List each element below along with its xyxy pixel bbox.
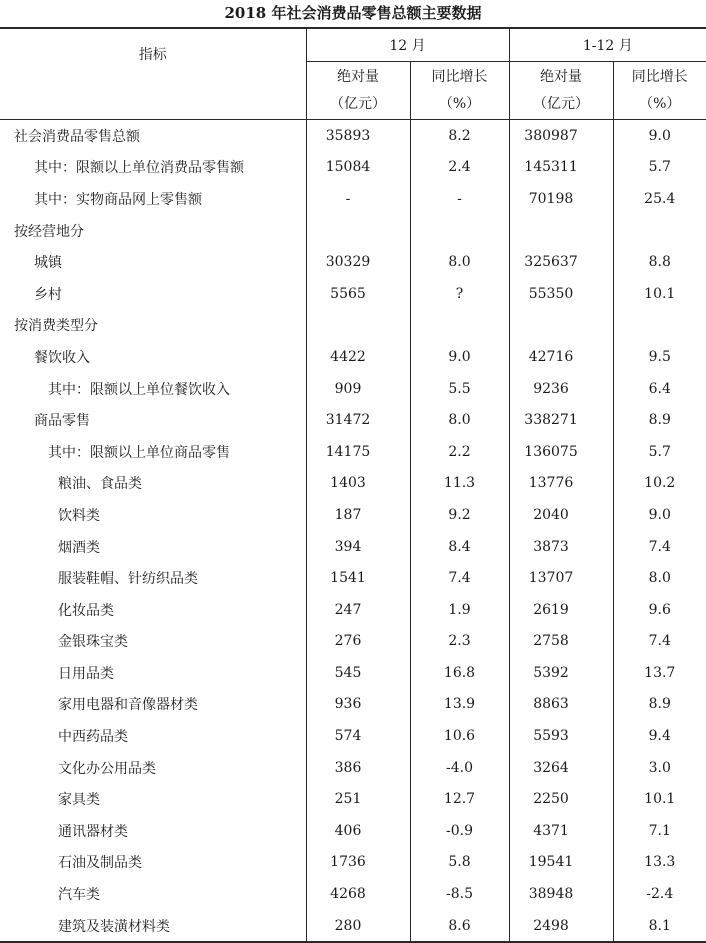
row-label: 餐饮收入: [34, 349, 90, 366]
table-row: [0, 215, 706, 247]
table-row: [0, 815, 706, 847]
dec-yoy-cell: 2.3: [410, 626, 509, 658]
dec-yoy-cell: 9.2: [410, 499, 509, 531]
dec-abs-cell: 276: [306, 626, 410, 658]
ytd-yoy-cell: 8.8: [613, 246, 706, 278]
table-title: 2018 年社会消费品零售总额主要数据: [224, 4, 482, 22]
ytd-abs-cell: 325637: [509, 246, 613, 278]
table-row: [0, 783, 706, 815]
ytd-abs-cell: 38948: [509, 878, 613, 910]
ytd-abs-cell: 136075: [509, 436, 613, 468]
ytd-abs-cell: [509, 215, 613, 247]
row-label: 粮油、食品类: [58, 476, 142, 493]
table-row: [0, 373, 706, 405]
ytd-abs-cell: 145311: [509, 152, 613, 184]
dec-abs-cell: 545: [306, 657, 410, 689]
row-label: 烟酒类: [58, 539, 100, 556]
ytd-yoy-cell: 13.7: [613, 657, 706, 689]
dec-yoy-cell: 8.0: [410, 246, 509, 278]
row-label: 石油及制品类: [58, 855, 142, 872]
dec-yoy-cell: [410, 310, 509, 342]
row-label: 社会消费品零售总额: [14, 128, 140, 145]
table-row: [0, 246, 706, 278]
row-label: 服装鞋帽、针纺织品类: [58, 571, 198, 588]
dec-yoy-cell: 1.9: [410, 594, 509, 626]
row-label: 文化办公用品类: [58, 760, 156, 777]
retail-sales-table: [0, 27, 706, 943]
dec-abs-header: [306, 62, 410, 120]
dec-abs-cell: 4268: [306, 878, 410, 910]
table-row: [0, 626, 706, 658]
ytd-yoy-cell: 9.6: [613, 594, 706, 626]
ytd-yoy-cell: 7.4: [613, 626, 706, 658]
dec-yoy-cell: 8.2: [410, 120, 509, 152]
dec-abs-cell: 909: [306, 373, 410, 405]
dec-abs-cell: 30329: [306, 246, 410, 278]
dec-abs-cell: 187: [306, 499, 410, 531]
table-row: [0, 341, 706, 373]
ytd-abs-header: [509, 62, 613, 120]
table-row: [0, 910, 706, 943]
dec-abs-cell: [306, 310, 410, 342]
table-row: [0, 120, 706, 152]
abs-unit-label: （亿元）: [533, 95, 590, 112]
dec-abs-cell: 280: [306, 910, 410, 943]
ytd-yoy-cell: [613, 215, 706, 247]
ytd-yoy-cell: 10.1: [613, 278, 706, 310]
ytd-yoy-cell: 9.0: [613, 499, 706, 531]
row-label: 汽车类: [58, 887, 100, 904]
table-row: [0, 436, 706, 468]
ytd-yoy-cell: 8.9: [613, 689, 706, 721]
ytd-yoy-header: [613, 62, 706, 120]
ytd-yoy-cell: 10.1: [613, 783, 706, 815]
ytd-abs-cell: 19541: [509, 847, 613, 879]
ytd-abs-cell: 5593: [509, 720, 613, 752]
table-row: [0, 720, 706, 752]
row-label: 建筑及装潢材料类: [0, 910, 306, 943]
ytd-abs-cell: 2040: [509, 499, 613, 531]
ytd-abs-cell: 13776: [509, 468, 613, 500]
row-label: 通讯器材类: [58, 823, 128, 840]
table-row: [0, 499, 706, 531]
dec-abs-cell: 15084: [306, 152, 410, 184]
table-row: [0, 594, 706, 626]
dec-yoy-cell: [410, 215, 509, 247]
yoy-label: 同比增长: [431, 68, 488, 85]
table-row: [0, 183, 706, 215]
ytd-abs-cell: 70198: [509, 183, 613, 215]
dec-abs-cell: 251: [306, 783, 410, 815]
dec-abs-cell: 574: [306, 720, 410, 752]
dec-yoy-cell: 2.4: [410, 152, 509, 184]
row-label: 其中：限额以上单位餐饮收入: [48, 381, 230, 398]
ytd-yoy-cell: 6.4: [613, 373, 706, 405]
dec-yoy-cell: -4.0: [410, 752, 509, 784]
table-row: [0, 310, 706, 342]
dec-abs-cell: 386: [306, 752, 410, 784]
ytd-abs-cell: 2498: [509, 910, 613, 943]
row-label: 金银珠宝类: [58, 634, 128, 651]
dec-yoy-cell: 16.8: [410, 657, 509, 689]
dec-yoy-cell: 5.5: [410, 373, 509, 405]
dec-abs-cell: 936: [306, 689, 410, 721]
ytd-yoy-cell: [613, 310, 706, 342]
table-row: [0, 878, 706, 910]
ytd-abs-cell: 2758: [509, 626, 613, 658]
ytd-abs-cell: 4371: [509, 815, 613, 847]
dec-yoy-cell: ?: [410, 278, 509, 310]
period-december-header: 12 月: [306, 28, 509, 62]
abs-unit-label: （亿元）: [330, 95, 386, 112]
ytd-yoy-cell: 3.0: [613, 752, 706, 784]
dec-abs-cell: 14175: [306, 436, 410, 468]
table-row: [0, 689, 706, 721]
row-label: 城镇: [34, 255, 62, 272]
ytd-yoy-cell: 9.0: [613, 120, 706, 152]
ytd-abs-cell: 9236: [509, 373, 613, 405]
header-row-periods: [0, 28, 706, 62]
ytd-abs-cell: 13707: [509, 562, 613, 594]
ytd-yoy-cell: 8.0: [613, 562, 706, 594]
dec-yoy-cell: 2.2: [410, 436, 509, 468]
ytd-yoy-cell: 8.9: [613, 404, 706, 436]
ytd-yoy-cell: 13.3: [613, 847, 706, 879]
abs-value-label: 绝对量: [540, 68, 583, 85]
row-label: 其中：实物商品网上零售额: [34, 191, 202, 208]
ytd-abs-cell: 55350: [509, 278, 613, 310]
dec-yoy-cell: 11.3: [410, 468, 509, 500]
ytd-abs-cell: 2619: [509, 594, 613, 626]
ytd-yoy-cell: 10.2: [613, 468, 706, 500]
dec-yoy-cell: -: [410, 183, 509, 215]
ytd-abs-cell: 3264: [509, 752, 613, 784]
row-label: 饮料类: [58, 507, 100, 524]
ytd-yoy-cell: 9.5: [613, 341, 706, 373]
ytd-yoy-cell: 7.4: [613, 531, 706, 563]
yoy-label: 同比增长: [631, 68, 688, 85]
row-label: 其中：限额以上单位消费品零售额: [34, 160, 244, 177]
ytd-abs-cell: 3873: [509, 531, 613, 563]
ytd-abs-cell: [509, 310, 613, 342]
ytd-yoy-cell: 5.7: [613, 436, 706, 468]
dec-abs-cell: -: [306, 183, 410, 215]
table-row: [0, 404, 706, 436]
dec-yoy-cell: 13.9: [410, 689, 509, 721]
ytd-yoy-cell: 8.1: [613, 910, 706, 943]
ytd-abs-cell: 380987: [509, 120, 613, 152]
dec-yoy-header: [410, 62, 509, 120]
yoy-unit-label: （%）: [639, 95, 681, 112]
row-label: 家具类: [58, 792, 100, 809]
row-label: 按消费类型分: [14, 318, 98, 335]
ytd-yoy-cell: 7.1: [613, 815, 706, 847]
row-label: 乡村: [34, 286, 62, 303]
dec-abs-cell: 35893: [306, 120, 410, 152]
ytd-yoy-cell: 9.4: [613, 720, 706, 752]
dec-yoy-cell: 12.7: [410, 783, 509, 815]
table-row: [0, 562, 706, 594]
table-row: [0, 152, 706, 184]
ytd-yoy-cell: -2.4: [613, 878, 706, 910]
table-row: [0, 278, 706, 310]
dec-yoy-cell: 10.6: [410, 720, 509, 752]
row-label: 商品零售: [34, 413, 90, 430]
dec-yoy-cell: 9.0: [410, 341, 509, 373]
ytd-abs-cell: 338271: [509, 404, 613, 436]
row-label: 中西药品类: [58, 729, 128, 746]
dec-abs-cell: 1403: [306, 468, 410, 500]
dec-yoy-cell: 5.8: [410, 847, 509, 879]
dec-abs-cell: 247: [306, 594, 410, 626]
table-row: [0, 847, 706, 879]
indicator-header: 指标: [0, 28, 306, 120]
ytd-yoy-cell: 5.7: [613, 152, 706, 184]
ytd-abs-cell: 5392: [509, 657, 613, 689]
dec-yoy-cell: 8.0: [410, 404, 509, 436]
dec-abs-cell: 5565: [306, 278, 410, 310]
ytd-abs-cell: 42716: [509, 341, 613, 373]
dec-abs-cell: 406: [306, 815, 410, 847]
table-row: [0, 657, 706, 689]
table-row: [0, 752, 706, 784]
dec-abs-cell: 1541: [306, 562, 410, 594]
dec-abs-cell: 394: [306, 531, 410, 563]
abs-value-label: 绝对量: [337, 68, 379, 85]
ytd-yoy-cell: 25.4: [613, 183, 706, 215]
dec-yoy-cell: 7.4: [410, 562, 509, 594]
ytd-abs-cell: 8863: [509, 689, 613, 721]
row-label: 其中：限额以上单位商品零售: [48, 444, 230, 461]
row-label: 日用品类: [58, 665, 114, 682]
dec-abs-cell: 31472: [306, 404, 410, 436]
row-label: 按经营地分: [14, 223, 84, 240]
dec-abs-cell: 4422: [306, 341, 410, 373]
dec-yoy-cell: 8.6: [410, 910, 509, 943]
dec-yoy-cell: -8.5: [410, 878, 509, 910]
ytd-abs-cell: 2250: [509, 783, 613, 815]
table-body: [0, 120, 706, 943]
dec-yoy-cell: -0.9: [410, 815, 509, 847]
row-label: 家用电器和音像器材类: [58, 697, 198, 714]
yoy-unit-label: （%）: [438, 95, 481, 112]
dec-yoy-cell: 8.4: [410, 531, 509, 563]
period-ytd-header: 1-12 月: [509, 28, 706, 62]
dec-abs-cell: 1736: [306, 847, 410, 879]
row-label: 化妆品类: [58, 602, 114, 619]
dec-abs-cell: [306, 215, 410, 247]
table-row: [0, 531, 706, 563]
table-row: [0, 468, 706, 500]
